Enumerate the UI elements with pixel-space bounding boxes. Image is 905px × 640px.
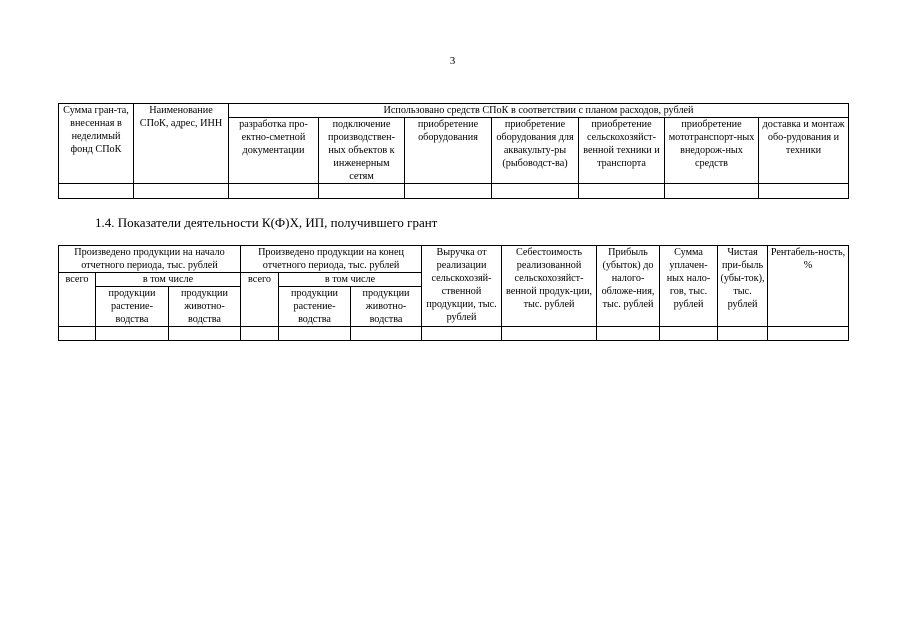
table-cell[interactable] xyxy=(718,327,768,341)
table-row xyxy=(59,184,849,199)
table-cell[interactable] xyxy=(405,184,492,199)
page-number: 3 xyxy=(449,55,456,67)
header-including-start: в том числе xyxy=(96,273,241,287)
header-agri-machinery: приобретение сельскохозяйст-венной техники и транспорта xyxy=(579,118,665,184)
table-cell[interactable] xyxy=(665,184,759,199)
performance-table xyxy=(58,245,849,341)
header-plant-start: продукции растение-водства xyxy=(96,287,169,327)
table-cell[interactable] xyxy=(759,184,849,199)
header-utilities: подключение производствен-ных объектов к инженерным сетям xyxy=(319,118,405,184)
header-produced-end: Произведено продукции на конец отчетного периода, тыс. рублей xyxy=(241,246,422,273)
table-row xyxy=(59,327,849,341)
header-aquaculture: приобретение оборудования для аквакульту-ры (рыбоводст-ва) xyxy=(492,118,579,184)
header-design-docs: разработка про-ектно-сметной документации xyxy=(229,118,319,184)
header-plant-end: продукции растение-водства xyxy=(279,287,351,327)
section-heading: 1.4. Показатели деятельности К(Ф)Х, ИП, получившего грант xyxy=(95,215,438,230)
header-offroad-vehicles: приобретение мототранспорт-ных внедорож-ных средств xyxy=(665,118,759,184)
table-cell[interactable] xyxy=(319,184,405,199)
table-cell[interactable] xyxy=(59,327,96,341)
grant-usage-table xyxy=(58,103,849,199)
header-cost: Себестоимость реализованной сельскохозяйст-венной продук-ции, тыс. рублей xyxy=(502,246,597,327)
header-spok-name: Наименование СПоК, адрес, ИНН xyxy=(134,104,229,184)
header-total-end: всего xyxy=(241,273,279,327)
table-cell[interactable] xyxy=(169,327,241,341)
table-cell[interactable] xyxy=(59,184,134,199)
header-equipment: приобретение оборудования xyxy=(405,118,492,184)
table-cell[interactable] xyxy=(502,327,597,341)
table-cell[interactable] xyxy=(229,184,319,199)
table-cell[interactable] xyxy=(134,184,229,199)
header-profitability: Рентабель-ность, % xyxy=(768,246,849,327)
header-animal-start: продукции животно-водства xyxy=(169,287,241,327)
header-funds-used: Использовано средств СПоК в соответствии с планом расходов, рублей xyxy=(229,104,849,118)
table-cell[interactable] xyxy=(597,327,660,341)
header-produced-start: Произведено продукции на начало отчетного периода, тыс. рублей xyxy=(59,246,241,273)
table-cell[interactable] xyxy=(660,327,718,341)
header-profit-before-tax: Прибыль (убыток) до налого-обложе-ния, тыс. рублей xyxy=(597,246,660,327)
table-cell[interactable] xyxy=(351,327,422,341)
table-cell[interactable] xyxy=(96,327,169,341)
table-cell[interactable] xyxy=(492,184,579,199)
header-taxes-paid: Сумма уплачен-ных нало-гов, тыс. рублей xyxy=(660,246,718,327)
header-net-profit: Чистая при-быль (убы-ток), тыс. рублей xyxy=(718,246,768,327)
header-delivery-installation: доставка и монтаж обо-рудования и техники xyxy=(759,118,849,184)
header-animal-end: продукции животно-водства xyxy=(351,287,422,327)
table-cell[interactable] xyxy=(422,327,502,341)
header-grant-sum: Сумма гран-та, внесенная в неделимый фонд СПоК xyxy=(59,104,134,184)
header-revenue: Выручка от реализации сельскохозяй-ственной продукции, тыс. рублей xyxy=(422,246,502,327)
header-including-end: в том числе xyxy=(279,273,422,287)
header-total-start: всего xyxy=(59,273,96,327)
table-cell[interactable] xyxy=(241,327,279,341)
table-cell[interactable] xyxy=(579,184,665,199)
table-cell[interactable] xyxy=(279,327,351,341)
table-cell[interactable] xyxy=(768,327,849,341)
